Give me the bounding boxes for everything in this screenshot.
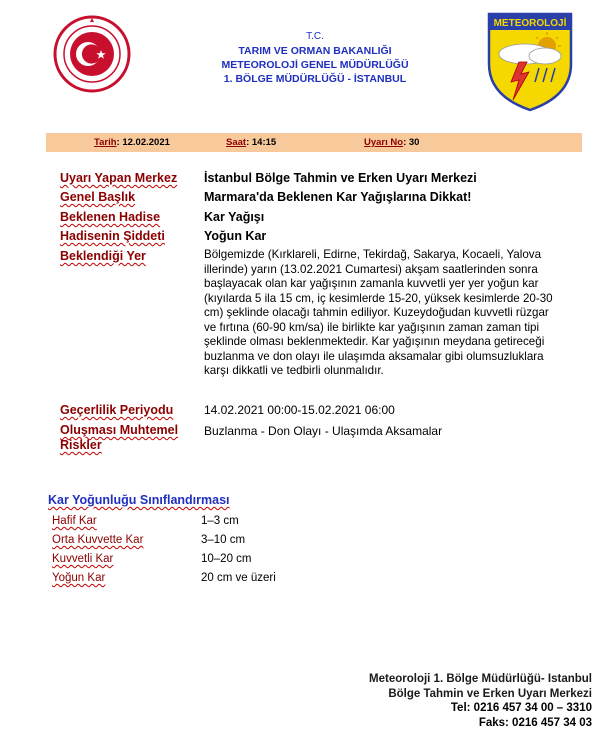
header-line-ministry: TARIM VE ORMAN BAKANLIĞI [238,45,392,57]
event-label: Beklenen Hadise [60,210,161,224]
meteorology-logo [485,10,575,112]
date-field [94,137,170,148]
severity-label: Hadisenin Şiddeti [60,229,165,243]
time-value: : 14:15 [246,137,277,148]
classification-row-name: Yoğun Kar [52,572,106,584]
header-organization [200,30,430,86]
header-line-region: 1. BÖLGE MÜDÜRLÜĞÜ - İSTANBUL [223,73,407,85]
title-label: Genel Başlık [60,190,136,204]
place-label: Beklendiği Yer [60,249,146,263]
warning-meta-bar [46,133,582,152]
footer-center: Bölge Tahmin ve Erken Uyarı Merkezi [388,687,592,700]
center-value: İstanbul Bölge Tahmin ve Erken Uyarı Merkezi [204,171,477,185]
header-line-directorate: METEOROLOJİ GENEL MÜDÜRLÜĞÜ [221,59,409,71]
classification-row-value: 1–3 cm [201,515,239,527]
date-label: Tarih [94,137,117,148]
classification-row-name: Kuvvetli Kar [52,553,114,565]
ministry-logo [52,14,132,94]
classification-row-name: Orta Kuvvette Kar [52,534,144,546]
footer-fax: Faks: 0216 457 34 03 [478,716,592,729]
risk-label [60,423,178,453]
risk-label-line1: Oluşması Muhtemel [60,423,179,437]
contact-footer [369,672,592,730]
meteorology-logo-text: METEOROLOJİ [493,18,567,29]
classification-row-value: 20 cm ve üzeri [201,572,276,584]
risk-value: Buzlanma - Don Olayı - Ulaşımda Aksamalar [204,424,443,438]
period-label: Geçerlilik Periyodu [60,403,174,417]
time-label: Saat [226,137,247,148]
header-line-tc: T.C. [306,31,324,42]
period-value: 14.02.2021 00:00-15.02.2021 06:00 [204,403,395,417]
footer-phone: Tel: 0216 457 34 00 – 3310 [450,702,592,714]
classification-row-value: 3–10 cm [201,534,246,546]
classification-row-name: Hafif Kar [52,515,97,527]
severity-value: Yoğun Kar [204,229,267,243]
title-value: Marmara'da Beklenen Kar Yağışlarına Dikkat! [204,190,472,204]
date-value: : 12.02.2021 [116,137,170,148]
warning-number-value: : 30 [403,137,420,148]
center-label: Uyarı Yapan Merkez [60,171,178,185]
classification-title: Kar Yoğunluğu Sınıflandırması [48,493,230,507]
warning-number-label: Uyarı No [364,137,404,148]
event-value: Kar Yağışı [204,210,265,224]
warning-number-field [364,137,419,148]
classification-row-value: 10–20 cm [201,553,252,565]
risk-label-line2: Riskler [60,438,102,452]
place-value: Bölgemizde (Kırklareli, Edirne, Tekirdağ, Sakarya, Kocaeli, Yalova illerinde) yarın (13.02.2021 Cumartesi) akşam saatlerinden sonra başlayacak olan kar yağışının zamanla kuvvetli yer yer yoğun kar (kıyılarda 5 ila 15 cm, iç kesimlerde 15-20, yüksek kesimlerde 20-30 cm) şeklinde olacağı tahmin ediliyor. Kuzeydoğudan kuvvetli rüzgar ve fırtına (60-90 km/sa) ile birlikte kar yağışının zaman zaman tipi şeklinde olması beklenmektedir. Kar yağışının meydana getireceği buzlanma ve don olayı ile ulaşımda aksamalar gibi olumsuzluklara karşı dikkatli ve tedbirli olunmalıdır. [204,248,553,377]
time-field [226,137,276,148]
footer-office: Meteoroloji 1. Bölge Müdürlüğü- Istanbul [369,673,592,685]
